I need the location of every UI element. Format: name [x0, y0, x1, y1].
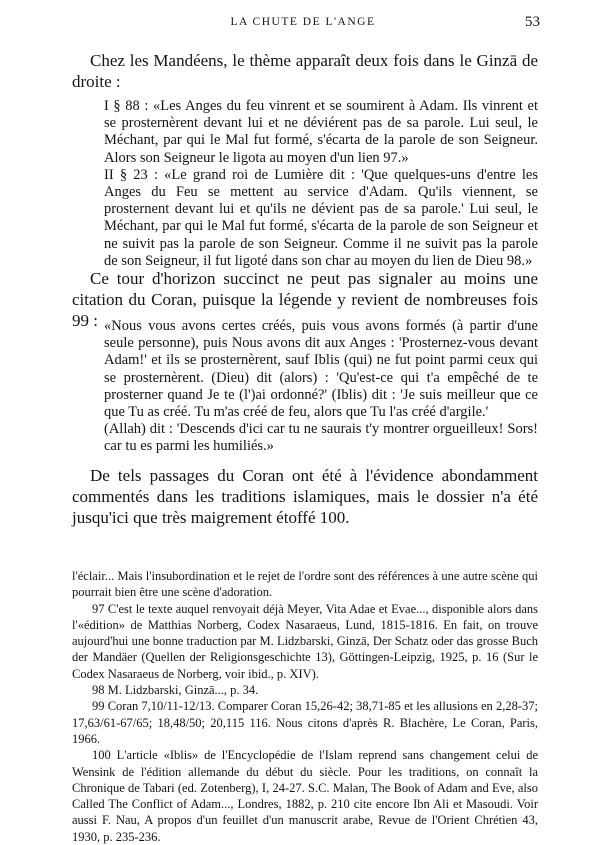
quote-coran-part-1: «Nous vous avons certes créés, puis vous avons formés (à partir d'une seule personne), puis Nous avons dit aux Anges : 'Prosternez-vous devant Adam!' et ils se prosternèrent, sauf Iblis (qui) ne fut point parmi ceux qui se prosternèrent. (Dieu) dit (alors) : 'Qu'est-ce qui t'a empêché de te prosterner quand Je te (l')ai ordonné?' (Iblis) dit : 'Je suis meilleur que ce que Tu as créé. Tu m'as créé de feu, alors que Tu l'as créé d'argile.' — [104, 318, 538, 421]
quote-ginza-2-23: II § 23 : «Le grand roi de Lumière dit : 'Que quelques-uns d'entre les Anges du Feu se mettent au service d'Adam. Qu'ils viennent, se prosternent devant lui et qu'ils ne dévient pas de sa parole.' Lui seul, le Méchant, par qui le Mal fut formé, s'écarta de la parole de son Seigneur et ne suivit pas la parole de son Seigneur. Comme il ne suivit pas la parole de son Seigneur, il fut ligoté dans son char au moyen du lien de Dieu 98.» — [104, 166, 538, 269]
quote-coran-part-2: (Allah) dit : 'Descends d'ici car tu ne saurais t'y montrer orgueilleux! Sors! car tu es parmi les humiliés.» — [104, 421, 538, 455]
paragraph-coran-intro: Ce tour d'horizon succinct ne peut pas signaler au moins une citation du Coran, puisque la légende y revient de nombreuses fois 99 : — [72, 269, 538, 330]
footnote-97: 97 C'est le texte auquel renvoyait déjà Meyer, Vita Adae et Evae..., disponible alors dans l'«édition» de Matthias Norberg, Codex Nasaraeus, Lund, 1815-1816. En fait, on trouve aujourd'hui une bonne traduction par M. Lidzbarski, Ginzā, Der Schatz oder das grosse Buch der Mandäer (Quellen der Religionsgeschichte 13), Göttingen-Leipzig, 1925, p. 16 (Sur le Codex Nasaraeus de Norberg, voir ibid., p. XIV). — [72, 601, 538, 681]
footnote-98: 98 M. Lidzbarski, Ginzā..., p. 34. — [92, 683, 259, 698]
quote-ginza — [104, 98, 538, 270]
paragraph-mandeens: Chez les Mandéens, le thème apparaît deux fois dans le Ginzā de droite : — [72, 51, 538, 91]
footnote-99: 99 Coran 7,10/11-12/13. Comparer Coran 15,26-42; 38,71-85 et les allusions en 2,28-37; 17,63/61-67/65; 18,48/50; 20,115 116. Nous citons d'après R. Blachère, Le Coran, Paris, 1966. — [72, 699, 538, 746]
footnote-100: 100 L'article «Iblis» de l'Encyclopédie de l'Islam reprend sans changement celui de Wensink de l'édition allemande du début du siècle. Pour les traditions, on connaît la Chronique de Tabari (ed. Zotenberg), I, 24-27. S.C. Malan, The Book of Adam and Eve, also Called The Conflict of Adam..., Londres, 1882, p. 210 cite encore Ibn Ali et Masoudi. Voir aussi F. Nau, A propos d'un feuillet d'un manuscrit arabe, Revue de l'Orient Chrétien 43, 1930, p. 235-236. — [72, 748, 538, 844]
page-number: 53 — [525, 14, 540, 30]
footnotes — [72, 568, 538, 845]
quote-coran — [104, 318, 538, 456]
quote-ginza-1-88: I § 88 : «Les Anges du feu vinrent et se soumirent à Adam. Ils vinrent et se prosternèrent devant lui et ne déviérent pas de sa parole. Lui seul, le Méchant, par qui le Mal fut formé, s'écarta de la parole de son Seigneur. Alors son Seigneur le ligota au moyen d'un lien 97.» — [104, 98, 538, 166]
footnote-continuation: l'éclair... Mais l'insubordination et le rejet de l'ordre sont des références à une autre scène qui pourrait bien être une scène d'adoration. — [72, 569, 538, 600]
page-header — [0, 14, 606, 34]
paragraph-traditions: De tels passages du Coran ont été à l'évidence abondamment commentés dans les traditions islamiques, mais le dossier n'a été jusqu'ici que très maigrement étoffé 100. — [72, 466, 538, 527]
running-title: LA CHUTE DE L'ANGE — [230, 16, 376, 28]
